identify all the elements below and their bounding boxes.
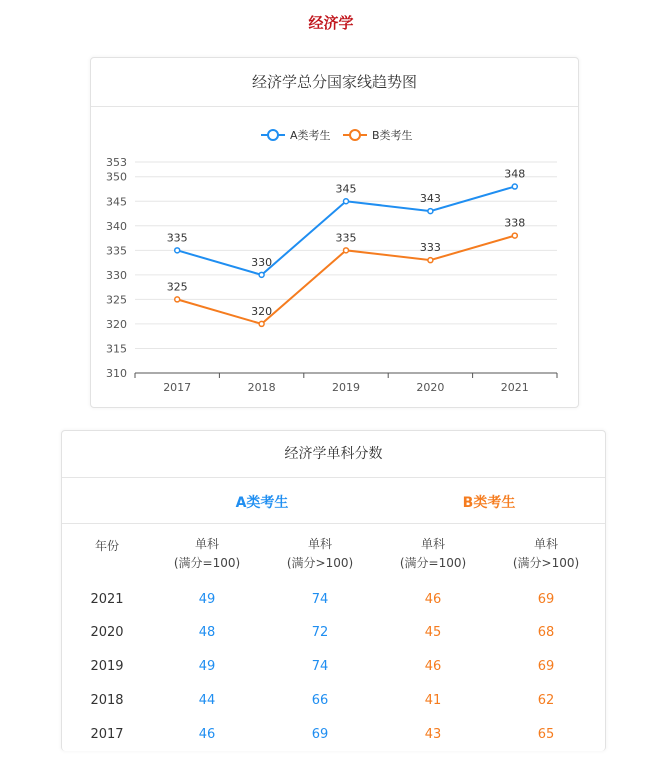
score-cell: 41 [424, 693, 442, 708]
score-cell: 45 [424, 625, 442, 640]
score-cell: 65 [537, 727, 555, 742]
data-label: 335 [335, 231, 357, 245]
score-cell: 46 [424, 592, 442, 607]
table-row [62, 693, 605, 713]
year-cell: 2019 [90, 659, 124, 674]
y-tick-label: 325 [106, 293, 127, 307]
col-header-line1: 单科 [533, 537, 558, 551]
y-tick-label: 310 [106, 367, 127, 380]
x-tick-label: 2021 [500, 381, 529, 394]
legend-label: A类考生 [290, 129, 331, 142]
col-header [383, 535, 483, 573]
y-tick-label: 340 [106, 219, 127, 233]
page-title: 经济学 [308, 14, 354, 32]
score-cell: 66 [311, 693, 329, 708]
table-row [62, 727, 605, 747]
data-label: 330 [251, 255, 273, 269]
x-tick-label: 2020 [416, 381, 445, 394]
score-cell: 46 [424, 659, 442, 674]
year-cell: 2020 [90, 625, 124, 640]
x-tick-label: 2018 [247, 381, 276, 394]
year-cell: 2017 [90, 727, 124, 742]
score-cell: 48 [198, 625, 216, 640]
year-cell: 2018 [90, 693, 124, 708]
table-row [62, 659, 605, 679]
data-point [428, 258, 433, 263]
y-tick-label: 335 [106, 244, 127, 258]
col-header-line1: 单科 [194, 537, 219, 551]
data-point [344, 199, 349, 204]
data-label: 333 [419, 241, 441, 255]
table-row [62, 625, 605, 645]
data-label: 345 [335, 182, 357, 196]
y-tick-label: 345 [106, 195, 127, 209]
score-cell: 46 [198, 727, 216, 742]
y-tick-label: 350 [106, 170, 127, 184]
data-label: 348 [504, 167, 526, 181]
y-tick-label: 320 [106, 317, 127, 331]
col-header-line2: (满分>100) [512, 556, 580, 570]
score-cell: 74 [311, 592, 329, 607]
data-label: 325 [166, 280, 188, 294]
data-point [428, 209, 433, 214]
x-tick-label: 2017 [163, 381, 192, 394]
y-tick-label: 330 [106, 268, 127, 282]
data-point [175, 248, 180, 253]
data-label: 335 [166, 231, 188, 245]
group-header-row [62, 478, 605, 524]
data-label: 338 [504, 216, 526, 230]
col-header-line2: (满分=100) [399, 556, 467, 570]
score-cell: 69 [537, 659, 555, 674]
x-tick-label: 2019 [332, 381, 360, 394]
score-cell: 44 [198, 693, 216, 708]
y-tick-label: 315 [106, 342, 127, 356]
year-header: 年份 [94, 539, 119, 553]
data-point [344, 248, 349, 253]
col-header [496, 535, 596, 573]
score-cell: 74 [311, 659, 329, 674]
col-header-line2: (满分=100) [173, 556, 241, 570]
score-table-card [61, 430, 606, 751]
data-point [175, 297, 180, 302]
data-label: 343 [419, 192, 441, 206]
score-cell: 49 [198, 659, 216, 674]
year-cell: 2021 [90, 592, 124, 607]
score-cell: 68 [537, 625, 555, 640]
group-a-label: A类考生 [235, 495, 289, 511]
score-cell: 62 [537, 693, 555, 708]
score-cell: 69 [311, 727, 329, 742]
score-cell: 72 [311, 625, 329, 640]
col-header [270, 535, 370, 573]
line-chart [91, 107, 578, 405]
chart-title: 经济学总分国家线趋势图 [91, 58, 578, 107]
table-title: 经济学单科分数 [62, 431, 605, 478]
y-tick-label: 353 [106, 156, 127, 169]
data-point [259, 321, 264, 326]
legend-label: B类考生 [372, 129, 413, 142]
score-cell: 69 [537, 592, 555, 607]
group-b-label: B类考生 [462, 495, 516, 511]
chart-card [90, 57, 579, 408]
score-cell: 43 [424, 727, 442, 742]
col-header-line2: (满分>100) [286, 556, 354, 570]
score-cell: 49 [198, 592, 216, 607]
data-label: 320 [251, 304, 273, 318]
col-header-line1: 单科 [307, 537, 332, 551]
col-header [157, 535, 257, 573]
legend-marker [268, 130, 278, 140]
data-point [259, 272, 264, 277]
data-point [512, 184, 517, 189]
table-row [62, 592, 605, 612]
legend-marker [350, 130, 360, 140]
data-point [512, 233, 517, 238]
col-header-line1: 单科 [420, 537, 445, 551]
